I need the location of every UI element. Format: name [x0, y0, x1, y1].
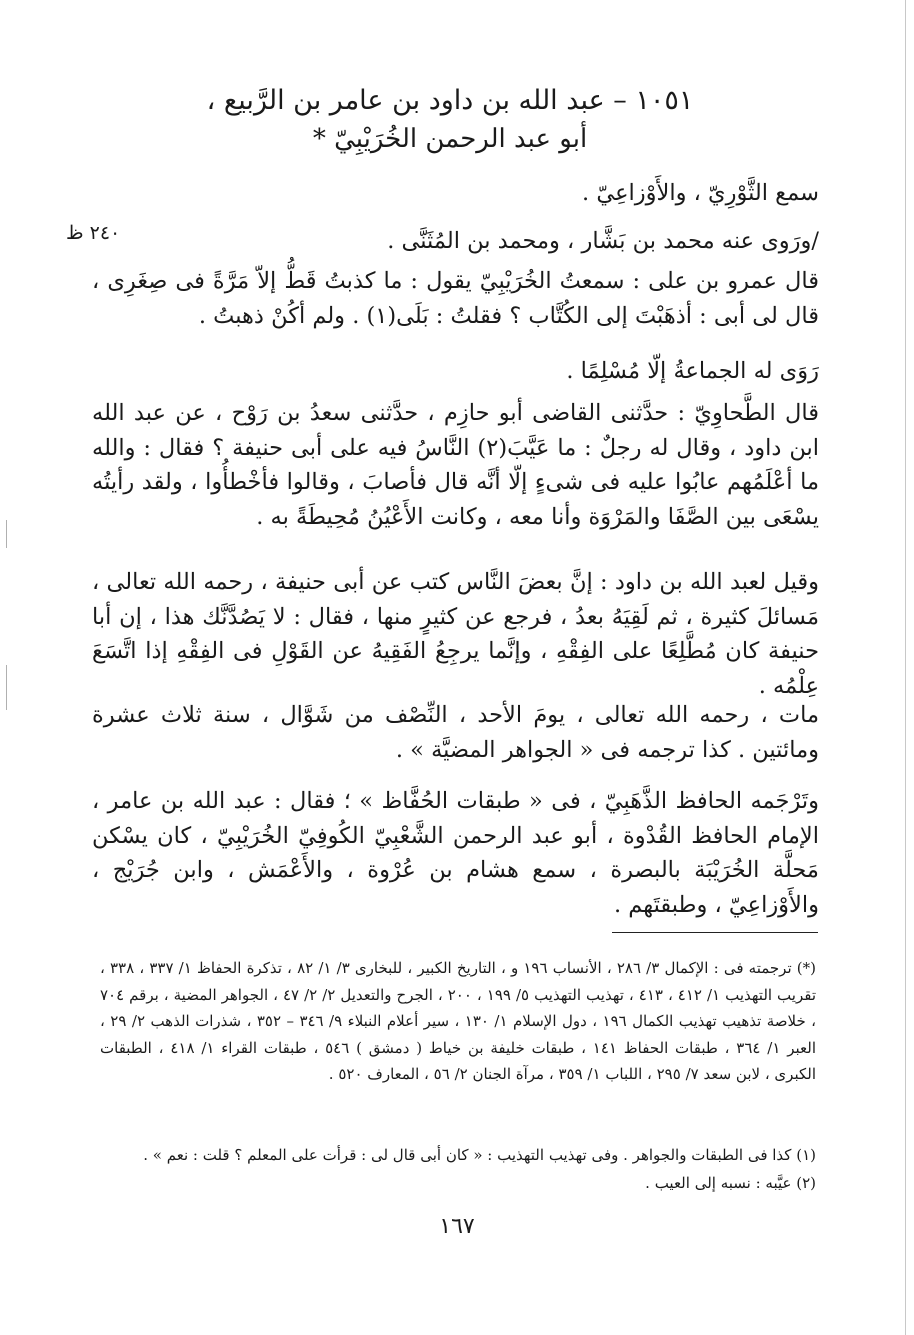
paragraph-jamaah: رَوَى له الجماعةُ إلّا مُسْلِمًا . [566, 358, 819, 384]
paragraph-tahawi: قال الطَّحاوِيّ : حدَّثنى القاضى أبو حازِم ، حدَّثنى سعدُ بن رَوْح ، عن عبد الله ابن داود ، وقال له رجلٌ : ما عَيَّبَ(٢) النَّاسُ فيه على أبى حنيفة ؟ فقال : والله ما أعْلَمُهم عابُوا عليه فى شىءٍ إلّا أنَّه قال فأصابَ ، وقالوا فأخْطأُوا ، ولقد رأيتُه يسْعَى بين الصَّفَا والمَرْوَة وأنا معه ، وكانت الأَعْيُنُ مُحِيطَةً به . [92, 400, 820, 530]
footnote-separator [612, 932, 818, 933]
footnote-2: (٢) عيَّبه : نسبه إلى العيب . [645, 1174, 816, 1192]
left-edge-mark [6, 520, 7, 548]
entry-subheading: أبو عبد الرحمن الخُرَيْبِيّ * [312, 124, 588, 154]
paragraph-abu-hanifa: وقيل لعبد الله بن داود : إنَّ بعضَ النَّاس كتب عن أبى حنيفة ، رحمه الله تعالى ، مَسائلَ كثيرة ، ثم لَقِيَهُ بعدُ ، فرجع عن كثيرٍ منها ، فقال : لا يَصُدَّنَّك هذا ، إن أبا حنيفة كان مُطَّلِعًا على الفِقْهِ ، وإنَّما يرجِعُ الفَقِيهُ عن القَوْلِ فى الفِقْهِ إذا اتَّسَعَ عِلْمُه . [92, 569, 819, 699]
paragraph-dhahabi: وتَرْجَمه الحافظ الذَّهَبِيّ ، فى « طبقات الحُفَّاظ » ؛ فقال : عبد الله بن عامر ، الإمام الحافظ القُدْوة ، أبو عبد الرحمن الشَّعْبِيّ الكُوفِيّ الخُرَيْبِيّ ، كان يسْكن مَحلَّة الخُرَيْبَة بالبصرة ، سمع هشام بن عُرْوة ، والأَعْمَش ، وابن جُرَيْج ، والأَوْزاعِيّ ، وطبقتَهم . [92, 788, 819, 918]
footnote-1: (١) كذا فى الطبقات والجواهر . وفى تهذيب التهذيب : « كان أبى قال لى : قرأت على المعلم ؟ قلت : نعم » . [143, 1146, 816, 1164]
footnote-sources: (*) ترجمته فى : الإكمال ٣/ ٢٨٦ ، الأنساب ١٩٦ و ، التاريخ الكبير ، للبخارى ٣/ ١/ ٨٢ ، تذكرة الحفاظ ١/ ٣٣٧ ، ٣٣٨ ، تقريب التهذيب ١/ ٤١٢ ، ٤١٣ ، تهذيب التهذيب ٥/ ١٩٩ ، ٢٠٠ ، الجرح والتعديل ٢/ ٢/ ٤٧ ، الجواهر المضية ، برقم ٧٠٤ ، خلاصة تذهيب تهذيب الكمال ١٩٦ ، دول الإسلام ١/ ١٣٠ ، سير أعلام النبلاء ٩/ ٣٤٦ – ٣٥٢ ، شذرات الذهب ٢/ ٢٩ ، العبر ١/ ٣٦٤ ، طبقات الحفاظ ١٤١ ، طبقات خليفة بن خياط ( دمشق ) ٥٤٦ ، طبقات القراء ١/ ٤١٨ ، الطبقات الكبرى ، لابن سعد ٧/ ٢٩٥ ، اللباب ١/ ٣٥٩ ، مرآة الجنان ٢/ ٥٦ ، المعارف ٥٢٠ . [100, 959, 817, 1083]
paragraph-narrated-by: /ورَوى عنه محمد بن بَشَّار ، ومحمد بن المُثَنَّى . [387, 228, 819, 254]
paragraph-amr-quote: قال عمرو بن على : سمعتُ الخُرَيْبِيّ يقول : ما كذبتُ قَطُّ إلاّ مَرَّةً فى صِغَرِى ، قال لى أبى : أذهَبْتَ إلى الكُتَّاب ؟ فقلتُ : بَلَى(١) . ولم أكُنْ ذهبتُ . [92, 268, 819, 329]
left-edge-mark-lower [6, 665, 7, 710]
margin-folio-note: ٢٤٠ ظ [66, 222, 121, 244]
paragraph-heard-from: سمع الثَّوْرِيّ ، والأَوْزاعِيّ . [582, 180, 819, 206]
right-page-edge [905, 0, 906, 1335]
paragraph-death: مات ، رحمه الله تعالى ، يومَ الأحد ، النِّصْف من شَوَّال ، سنة ثلاث عشرة ومائتين . كذا ترجمه فى « الجواهر المضيَّة » . [92, 702, 819, 763]
page-number: ١٦٧ [439, 1214, 475, 1239]
entry-heading: ١٠٥١ – عبد الله بن داود بن عامر بن الرَّبيع ، [206, 85, 694, 116]
